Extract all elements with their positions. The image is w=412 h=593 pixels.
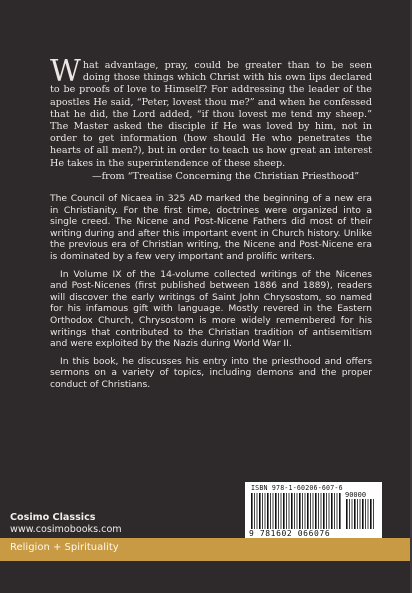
barcode-bar bbox=[354, 499, 356, 529]
barcode-bar bbox=[291, 493, 293, 529]
description-paragraph: In this book, he discusses his entry into the priesthood and offers sermons on a variety of topics, including demons and the proper conduct of Christians. bbox=[50, 355, 372, 390]
barcode-bar bbox=[321, 493, 322, 529]
barcode-bar bbox=[305, 493, 306, 529]
barcode-bar bbox=[265, 493, 266, 529]
description-paragraph: The Council of Nicaea in 325 AD marked the beginning of a new era in Christianity. For the first time, doctrines were organized into a single creed. The Nicene and Post-Nicene Fathers did most of their writing during and after this important event in Church history. Unlike the previous era of Christian writing, the Nicene and Post-Nicene era is dominated by a few very important and prolific writers. bbox=[50, 193, 372, 262]
barcode-bar bbox=[278, 493, 279, 529]
publisher-name: Cosimo Classics bbox=[10, 512, 96, 523]
barcode-bar bbox=[262, 493, 263, 529]
price-addon-barcode bbox=[346, 499, 376, 529]
barcode-bar bbox=[267, 493, 269, 529]
barcode-bar bbox=[270, 493, 271, 529]
barcode-bar bbox=[352, 499, 353, 529]
barcode-bar bbox=[307, 493, 309, 529]
barcode-bar bbox=[334, 493, 335, 529]
barcode-bar bbox=[370, 499, 372, 529]
drop-cap: W bbox=[50, 54, 81, 89]
barcode-bar bbox=[299, 493, 301, 529]
barcode-bar bbox=[257, 493, 258, 529]
barcode-bar bbox=[313, 493, 314, 529]
category-bar bbox=[0, 538, 410, 561]
description-paragraph: In Volume IX of the 14-volume collected writings of the Nicenes and Post-Nicenes (first published between 1886 and 1889), readers will discover the early writings of Saint John Chrysostom, so named for his infamous gift with language. Mostly revered in the Eastern Orthodox Church, Chrysostom is more widely remembered for his writings that contributed to the Christian tradition of antisemitism and were exploited by the Nazis during World War II. bbox=[50, 268, 372, 350]
barcode-bar bbox=[360, 499, 361, 529]
barcode-bar bbox=[275, 493, 277, 529]
barcode-bar bbox=[251, 493, 253, 529]
barcode-bar bbox=[373, 499, 374, 529]
category-label: Religion + Spirituality bbox=[10, 542, 119, 553]
barcode-bar bbox=[302, 493, 303, 529]
barcode-bar bbox=[329, 493, 330, 529]
barcode-digits: 9 781602 066076 bbox=[249, 529, 331, 538]
back-cover-quote bbox=[50, 54, 372, 183]
barcode-bar bbox=[339, 493, 341, 529]
barcode-bar bbox=[281, 493, 282, 529]
barcode-bar bbox=[346, 499, 348, 529]
barcode-bar bbox=[259, 493, 261, 529]
barcode-box bbox=[245, 482, 382, 540]
quote-text: hat advantage, pray, could be greater than to be seen doing those things which Christ with his own lips declared to be proofs of love to Himself? For addressing the leader of the apostles He said, “Peter, lovest thou me?” and when he confessed that he did, the Lord added, “if thou lovest me tend my sheep.” The Master asked the disciple if He was loved by him, not in order to get information (how should He who penetrates the hearts of all men?), but in order to teach us how great an interest He takes in the superintendence of these sheep. bbox=[50, 60, 372, 169]
barcode-bar bbox=[254, 493, 255, 529]
ean-barcode bbox=[251, 493, 343, 529]
barcode-bar bbox=[273, 493, 274, 529]
barcode-bar bbox=[289, 493, 290, 529]
barcode-bar bbox=[365, 499, 366, 529]
barcode-bar bbox=[315, 493, 317, 529]
barcode-bar bbox=[286, 493, 287, 529]
barcode-bar bbox=[297, 493, 298, 529]
barcode-bar bbox=[368, 499, 369, 529]
barcode-bar bbox=[362, 499, 364, 529]
barcode-bar bbox=[310, 493, 311, 529]
barcode-bar bbox=[337, 493, 338, 529]
quote-attribution: —from “Treatise Concerning the Christian Priesthood” bbox=[92, 170, 360, 182]
publisher-url: www.cosimobooks.com bbox=[10, 523, 122, 535]
barcode-bar bbox=[349, 499, 350, 529]
price-code: 90000 bbox=[345, 491, 367, 499]
isbn-label: ISBN 978-1-60206-607-6 bbox=[251, 484, 343, 492]
book-description bbox=[50, 193, 372, 391]
publisher-block bbox=[10, 512, 122, 535]
barcode-bar bbox=[323, 493, 325, 529]
barcode-bar bbox=[331, 493, 333, 529]
barcode-bar bbox=[357, 499, 358, 529]
barcode-bar bbox=[326, 493, 327, 529]
barcode-bar bbox=[318, 493, 319, 529]
barcode-bar bbox=[294, 493, 295, 529]
barcode-bar bbox=[283, 493, 285, 529]
